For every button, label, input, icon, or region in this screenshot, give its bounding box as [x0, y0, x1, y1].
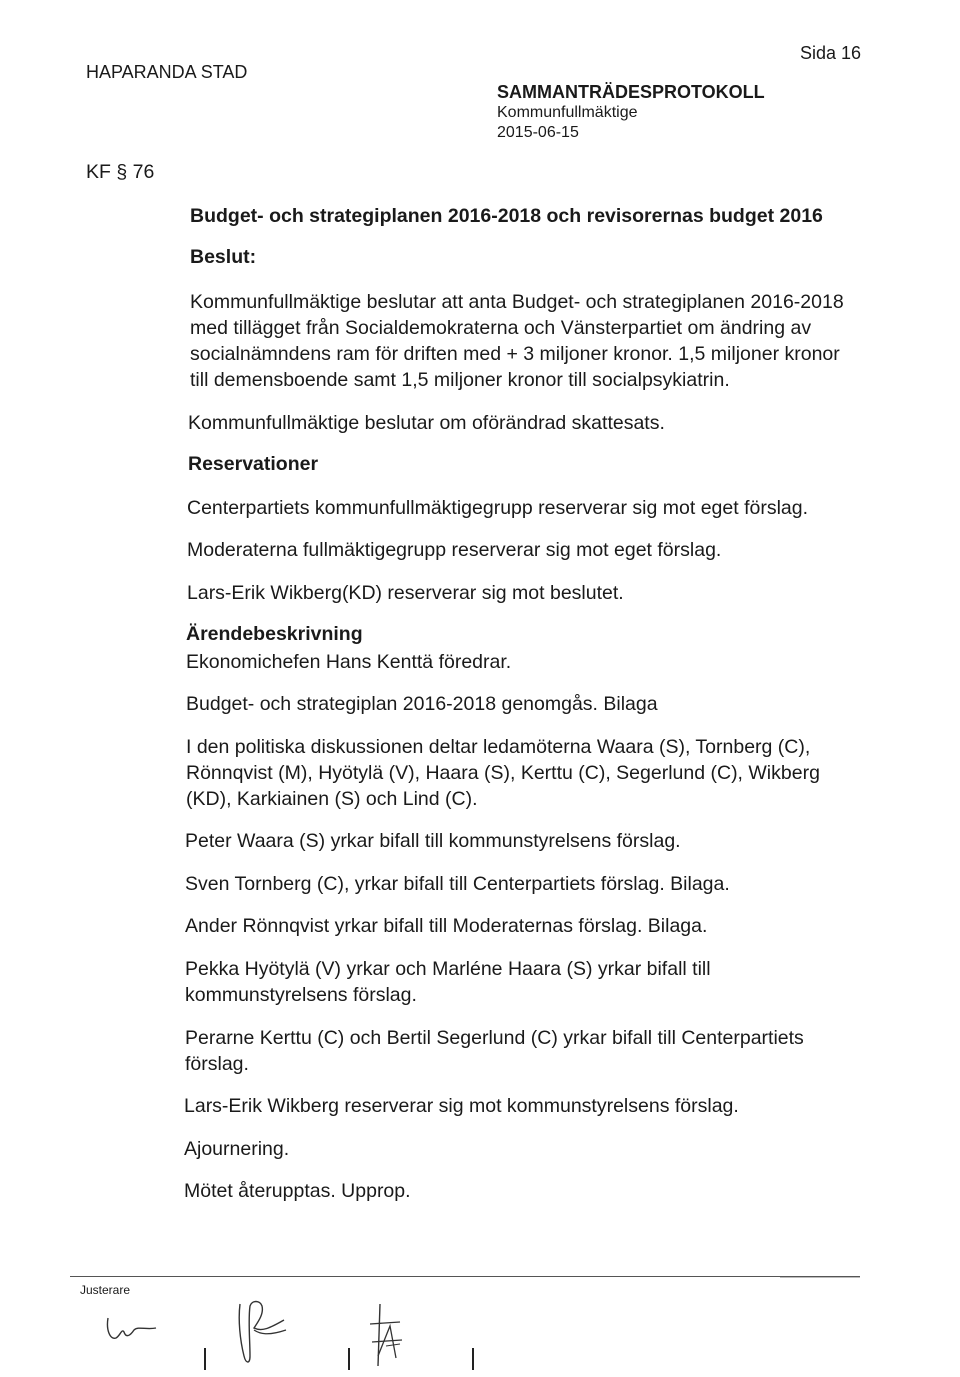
debate-line: (KD), Karkiainen (S) och Lind (C). — [186, 788, 478, 810]
signature-2 — [228, 1290, 298, 1375]
debate-line: Rönnqvist (M), Hyötylä (V), Haara (S), Kerttu (C), Segerlund (C), Wikberg — [186, 762, 820, 784]
decision-heading: Beslut: — [190, 246, 257, 268]
reservation-wikberg: Lars-Erik Wikberg reserverar sig mot kommunstyrelsens förslag. — [184, 1095, 739, 1117]
decision-line: med tillägget från Socialdemokraterna och Vänsterpartiet om ändring av — [190, 317, 812, 339]
decision-line: Kommunfullmäktige beslutar att anta Budget- och strategiplanen 2016-2018 — [190, 291, 844, 313]
page-number: Sida 16 — [800, 43, 862, 63]
motion-ronnqvist: Ander Rönnqvist yrkar bifall till Moderaternas förslag. Bilaga. — [185, 915, 708, 937]
signature-3 — [360, 1296, 420, 1371]
reservation-item: Centerpartiets kommunfullmäktigegrupp reserverar sig mot eget förslag. — [187, 497, 809, 519]
signature-1 — [100, 1300, 170, 1350]
motion-hyotyla-line: kommunstyrelsens förslag. — [185, 984, 417, 1006]
reservation-item: Lars-Erik Wikberg(KD) reserverar sig mot beslutet. — [187, 582, 624, 604]
decision-line: socialnämndens ram för driften med + 3 miljoner kronor. 1,5 miljoner kronor — [190, 343, 840, 365]
organization-name: HAPARANDA STAD — [86, 62, 248, 82]
budget-review: Budget- och strategiplan 2016-2018 genomgås. Bilaga — [186, 693, 658, 715]
reservations-heading: Reservationer — [188, 453, 319, 475]
section-reference: KF § 76 — [86, 161, 155, 183]
meeting-date: 2015-06-15 — [497, 124, 579, 141]
motion-kerttu-line: förslag. — [185, 1053, 249, 1075]
footer-divider — [70, 1276, 860, 1277]
motion-hyotyla-line: Pekka Hyötylä (V) yrkar och Marléne Haara (S) yrkar bifall till — [185, 958, 711, 980]
meeting-resumed: Mötet återupptas. Upprop. — [184, 1180, 411, 1202]
document-type: SAMMANTRÄDESPROTOKOLL — [497, 82, 765, 102]
description-heading: Ärendebeskrivning — [186, 623, 363, 645]
reservation-item: Moderaterna fullmäktigegrupp reserverar sig mot eget förslag. — [187, 539, 722, 561]
decision-line: till demensboende samt 1,5 miljoner kronor till socialpsykiatrin. — [190, 369, 730, 391]
signature-separator — [204, 1348, 206, 1370]
adjournment: Ajournering. — [184, 1138, 290, 1160]
footer-label: Justerare — [80, 1283, 131, 1297]
motion-kerttu-line: Perarne Kerttu (C) och Bertil Segerlund (C) yrkar bifall till Centerpartiets — [185, 1027, 804, 1049]
page-title: Budget- och strategiplanen 2016-2018 och revisorernas budget 2016 — [190, 205, 823, 227]
debate-line: I den politiska diskussionen deltar ledamöterna Waara (S), Tornberg (C), — [186, 736, 811, 758]
footer-divider-dashed — [780, 1277, 860, 1278]
signature-separator — [472, 1348, 474, 1370]
meeting-body: Kommunfullmäktige — [497, 104, 638, 121]
motion-tornberg: Sven Tornberg (C), yrkar bifall till Centerpartiets förslag. Bilaga. — [185, 873, 730, 895]
motion-waara: Peter Waara (S) yrkar bifall till kommunstyrelsens förslag. — [185, 830, 681, 852]
description-intro: Ekonomichefen Hans Kenttä föredrar. — [186, 651, 512, 673]
tax-decision: Kommunfullmäktige beslutar om oförändrad skattesats. — [188, 412, 665, 434]
signature-separator — [348, 1348, 350, 1370]
